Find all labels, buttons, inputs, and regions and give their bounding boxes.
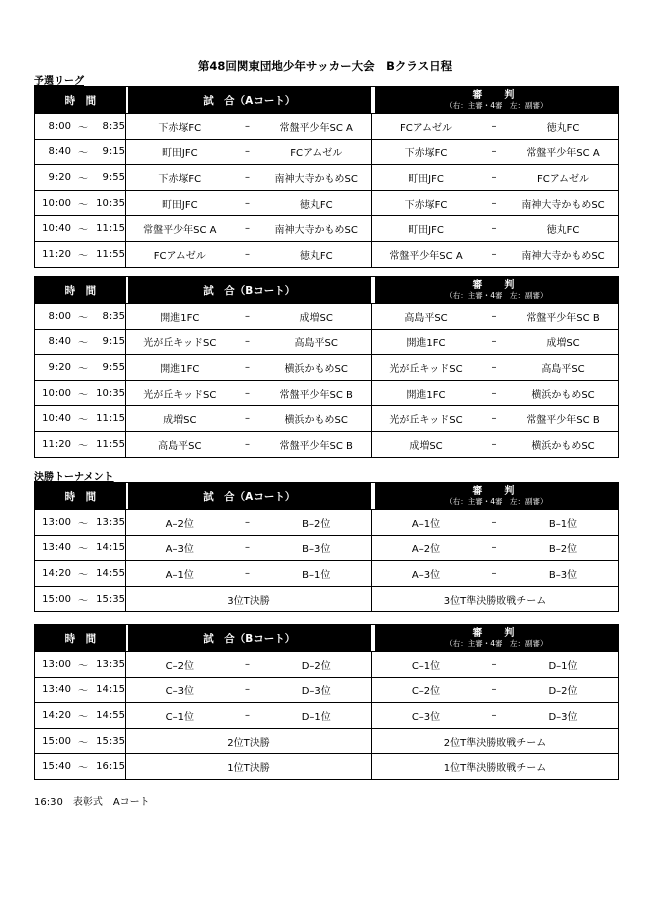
time-separator: 〜 [78, 199, 88, 211]
referee-header-note: （右：主審・4審 左：副審） [445, 100, 548, 110]
away-team: D–2位 [301, 660, 331, 672]
time-separator: 〜 [78, 544, 88, 556]
referee-cell [372, 191, 618, 216]
referee-dash: – [491, 684, 497, 696]
time-separator: 〜 [78, 338, 88, 350]
referee-cell [372, 330, 618, 355]
main-referee-team: 常盤平少年SC B [526, 312, 600, 324]
time-cell [35, 242, 126, 267]
away-team: D–3位 [301, 686, 331, 698]
referee-dash: – [491, 248, 497, 260]
end-time: 9:55 [102, 171, 125, 183]
main-referee-team: 常盤平少年SC B [526, 415, 600, 427]
time-cell [35, 432, 126, 457]
versus-dash: – [245, 542, 250, 554]
away-team: D–1位 [301, 711, 331, 723]
time-separator: 〜 [78, 686, 88, 698]
time-separator: 〜 [78, 440, 88, 452]
match-cell [126, 561, 372, 586]
assistant-referee-team: 町田JFC [408, 173, 444, 185]
schedule-table-final-a [34, 482, 619, 612]
referee-cell [372, 242, 618, 267]
main-referee-team: D–1位 [548, 660, 578, 672]
start-time: 14:20 [42, 567, 71, 579]
versus-dash: – [245, 438, 250, 450]
start-time: 13:40 [42, 684, 71, 696]
match-cell [126, 355, 372, 380]
table-header [35, 277, 618, 303]
time-cell [35, 140, 126, 165]
main-referee-team: 成増SC [546, 338, 580, 350]
home-team: 開進1FC [160, 363, 200, 375]
referee-dash: – [491, 542, 497, 554]
referee-cell [372, 381, 618, 406]
referee-dash: – [491, 197, 497, 209]
referee-dash: – [491, 567, 497, 579]
referee-header-note: （右：主審・4審 左：副審） [445, 290, 548, 300]
referee-cell [372, 703, 618, 728]
time-separator: 〜 [78, 660, 88, 672]
assistant-referee-team: 町田JFC [408, 225, 444, 237]
end-time: 13:35 [96, 516, 125, 528]
home-team: A–3位 [165, 544, 194, 556]
start-time: 8:40 [48, 146, 71, 158]
time-cell [35, 754, 126, 779]
away-team: 高島平SC [294, 338, 338, 350]
away-team: 常盤平少年SC B [279, 389, 353, 401]
start-time: 15:00 [42, 593, 71, 605]
time-separator: 〜 [78, 737, 88, 749]
away-team: 徳丸FC [299, 199, 333, 211]
main-referee-team: B–3位 [548, 569, 578, 581]
assistant-referee-team: 開進1FC [406, 389, 446, 401]
referee-dash: – [491, 223, 497, 235]
main-referee-team: 横浜かもめSC [531, 389, 595, 401]
match-cell [126, 381, 372, 406]
home-team: C–2位 [165, 660, 194, 672]
match-column-header: 試 合（Bコート） [128, 625, 371, 651]
versus-dash: – [245, 567, 250, 579]
start-time: 8:40 [48, 336, 71, 348]
versus-dash: – [245, 120, 250, 132]
referee-cell [372, 536, 618, 561]
table-row [35, 380, 618, 406]
home-team: 高島平SC [158, 440, 202, 452]
table-row [35, 560, 618, 586]
schedule-table-prelim-a [34, 86, 619, 268]
assistant-referee-team: 開進1FC [406, 338, 446, 350]
referee-dash: – [491, 516, 497, 528]
versus-dash: – [245, 361, 250, 373]
match-column-header: 試 合（Aコート） [128, 483, 371, 509]
away-team: 南神大寺かもめSC [274, 225, 358, 237]
away-team: B–2位 [302, 518, 331, 530]
table-row [35, 753, 618, 779]
versus-dash: – [245, 658, 250, 670]
time-cell [35, 652, 126, 677]
time-separator: 〜 [78, 569, 88, 581]
versus-dash: – [245, 171, 250, 183]
match-column-header: 試 合（Bコート） [128, 277, 371, 303]
home-team: A–1位 [165, 569, 194, 581]
home-team: 成増SC [163, 415, 197, 427]
schedule-table-final-b [34, 624, 619, 780]
match-cell [126, 304, 372, 329]
versus-dash: – [245, 387, 250, 399]
end-time: 9:15 [102, 336, 125, 348]
time-separator: 〜 [78, 122, 88, 134]
time-separator: 〜 [78, 148, 88, 160]
home-team: FCアムゼル [153, 250, 206, 262]
referee-header-note: （右：主審・4審 左：副審） [445, 638, 548, 648]
end-time: 10:35 [96, 197, 125, 209]
start-time: 11:20 [42, 438, 71, 450]
referee-cell [372, 304, 618, 329]
time-column-header: 時 間 [35, 483, 126, 509]
referee-header-title: 審 判 [472, 627, 521, 639]
match-cell [126, 536, 372, 561]
time-cell [35, 587, 126, 612]
assistant-referee-team: A–1位 [411, 518, 441, 530]
referee-cell [372, 216, 618, 241]
main-referee-team: D–3位 [548, 711, 578, 723]
start-time: 15:00 [42, 735, 71, 747]
versus-dash: – [245, 516, 250, 528]
home-team: 常盤平少年SC A [143, 225, 217, 237]
referee-cell [372, 355, 618, 380]
end-time: 11:55 [96, 438, 125, 450]
referee-column-header [375, 483, 618, 509]
table-row [35, 329, 618, 355]
assistant-referee-team: A–3位 [411, 569, 441, 581]
main-referee-team: 南神大寺かもめSC [521, 250, 605, 262]
time-cell [35, 406, 126, 431]
time-separator: 〜 [78, 711, 88, 723]
end-time: 11:15 [96, 223, 125, 235]
table-row [35, 303, 618, 329]
main-referee-team: 横浜かもめSC [531, 440, 595, 452]
schedule-table-prelim-b [34, 276, 619, 458]
away-team: FCアムゼル [290, 148, 343, 160]
time-separator: 〜 [78, 763, 88, 775]
end-time: 15:35 [96, 735, 125, 747]
time-cell [35, 536, 126, 561]
time-cell [35, 729, 126, 754]
versus-dash: – [245, 310, 250, 322]
match-cell [126, 242, 372, 267]
table-row [35, 702, 618, 728]
match-cell [126, 330, 372, 355]
referee-dash: – [491, 361, 497, 373]
match-cell [126, 165, 372, 190]
time-separator: 〜 [78, 415, 88, 427]
table-row [35, 241, 618, 267]
end-time: 13:35 [96, 658, 125, 670]
home-team: 下赤塚FC [158, 173, 202, 185]
match-description: 2位T決勝 [227, 737, 270, 749]
match-cell [126, 754, 372, 779]
end-time: 15:35 [96, 593, 125, 605]
assistant-referee-team: FCアムゼル [399, 122, 453, 134]
match-cell [126, 652, 372, 677]
table-row [35, 113, 618, 139]
table-row [35, 728, 618, 754]
assistant-referee-team: 常盤平少年SC A [389, 250, 463, 262]
time-column-header: 時 間 [35, 625, 126, 651]
end-time: 14:15 [96, 684, 125, 696]
away-team: 徳丸FC [299, 250, 333, 262]
referee-dash: – [491, 336, 497, 348]
referee-cell [372, 729, 618, 754]
match-cell [126, 510, 372, 535]
main-referee-team: 常盤平少年SC A [526, 148, 600, 160]
referee-cell [372, 510, 618, 535]
away-team: B–3位 [302, 544, 331, 556]
referee-description: 1位T準決勝敗戦チーム [443, 763, 547, 775]
match-cell [126, 216, 372, 241]
section-label-tournament: 決勝トーナメント [34, 472, 114, 483]
match-description: 1位T決勝 [227, 763, 270, 775]
main-referee-team: D–2位 [548, 686, 578, 698]
assistant-referee-team: A–2位 [411, 544, 441, 556]
start-time: 13:00 [42, 658, 71, 670]
main-referee-team: 徳丸FC [546, 225, 580, 237]
home-team: 光が丘キッドSC [143, 389, 217, 401]
assistant-referee-team: 高島平SC [404, 312, 448, 324]
referee-cell [372, 652, 618, 677]
assistant-referee-team: 下赤塚FC [404, 148, 448, 160]
away-team: B–1位 [302, 569, 331, 581]
table-header [35, 483, 618, 509]
start-time: 8:00 [48, 310, 71, 322]
main-referee-team: B–2位 [548, 544, 578, 556]
home-team: 光が丘キッドSC [143, 338, 217, 350]
assistant-referee-team: 光が丘キッドSC [389, 363, 463, 375]
end-time: 14:15 [96, 542, 125, 554]
start-time: 10:00 [42, 197, 71, 209]
referee-header-title: 審 判 [472, 279, 521, 291]
versus-dash: – [245, 709, 250, 721]
referee-dash: – [491, 120, 497, 132]
match-cell [126, 729, 372, 754]
time-cell [35, 561, 126, 586]
start-time: 11:20 [42, 248, 71, 260]
time-separator: 〜 [78, 595, 88, 607]
end-time: 16:15 [96, 761, 125, 773]
ceremony-note: 16:30 表彰式 Aコート [34, 797, 150, 808]
table-row [35, 677, 618, 703]
away-team: 常盤平少年SC B [279, 440, 353, 452]
start-time: 9:20 [48, 171, 71, 183]
main-referee-team: B–1位 [548, 518, 578, 530]
away-team: 成増SC [299, 312, 333, 324]
start-time: 9:20 [48, 361, 71, 373]
home-team: 町田JFC [161, 199, 198, 211]
start-time: 8:00 [48, 120, 71, 132]
assistant-referee-team: 下赤塚FC [404, 199, 448, 211]
referee-dash: – [491, 387, 497, 399]
table-row [35, 535, 618, 561]
page-title: 第48回関東団地少年サッカー大会 Bクラス日程 [197, 59, 453, 73]
table-row [35, 190, 618, 216]
match-cell [126, 191, 372, 216]
versus-dash: – [245, 336, 250, 348]
assistant-referee-team: C–2位 [411, 686, 441, 698]
referee-cell [372, 140, 618, 165]
match-cell [126, 406, 372, 431]
start-time: 14:20 [42, 709, 71, 721]
time-column-header: 時 間 [35, 277, 126, 303]
start-time: 10:40 [42, 223, 71, 235]
home-team: C–3位 [165, 686, 194, 698]
start-time: 13:00 [42, 516, 71, 528]
main-referee-team: 高島平SC [541, 363, 585, 375]
versus-dash: – [245, 248, 250, 260]
end-time: 8:35 [102, 120, 125, 132]
match-cell [126, 114, 372, 139]
start-time: 13:40 [42, 542, 71, 554]
referee-cell [372, 406, 618, 431]
end-time: 14:55 [96, 567, 125, 579]
start-time: 15:40 [42, 761, 71, 773]
table-row [35, 651, 618, 677]
time-separator: 〜 [78, 312, 88, 324]
referee-column-header [375, 277, 618, 303]
time-cell [35, 381, 126, 406]
time-cell [35, 355, 126, 380]
end-time: 11:55 [96, 248, 125, 260]
referee-dash: – [491, 413, 497, 425]
time-separator: 〜 [78, 363, 88, 375]
assistant-referee-team: 光が丘キッドSC [389, 415, 463, 427]
referee-header-title: 審 判 [472, 89, 521, 101]
table-header [35, 625, 618, 651]
table-row [35, 215, 618, 241]
time-separator: 〜 [78, 225, 88, 237]
referee-header-title: 審 判 [472, 485, 521, 497]
table-row [35, 431, 618, 457]
referee-dash: – [491, 438, 497, 450]
assistant-referee-team: C–3位 [411, 711, 441, 723]
main-referee-team: FCアムゼル [536, 173, 590, 185]
table-row [35, 405, 618, 431]
referee-dash: – [491, 658, 497, 670]
end-time: 9:15 [102, 146, 125, 158]
time-cell [35, 165, 126, 190]
referee-description: 3位T準決勝敗戦チーム [443, 595, 547, 607]
time-cell [35, 191, 126, 216]
end-time: 11:15 [96, 413, 125, 425]
time-cell [35, 678, 126, 703]
versus-dash: – [245, 223, 250, 235]
time-cell [35, 216, 126, 241]
referee-header-note: （右：主審・4審 左：副審） [445, 496, 548, 506]
versus-dash: – [245, 413, 250, 425]
time-cell [35, 114, 126, 139]
referee-cell [372, 678, 618, 703]
table-row [35, 354, 618, 380]
match-cell [126, 140, 372, 165]
match-cell [126, 678, 372, 703]
start-time: 10:40 [42, 413, 71, 425]
referee-description: 2位T準決勝敗戦チーム [443, 737, 547, 749]
match-description: 3位T決勝 [227, 595, 270, 607]
referee-column-header [375, 625, 618, 651]
table-row [35, 586, 618, 612]
home-team: 町田JFC [161, 148, 198, 160]
away-team: 南神大寺かもめSC [274, 173, 358, 185]
table-row [35, 509, 618, 535]
versus-dash: – [245, 684, 250, 696]
match-cell [126, 703, 372, 728]
referee-cell [372, 587, 618, 612]
away-team: 横浜かもめSC [284, 415, 348, 427]
away-team: 横浜かもめSC [284, 363, 348, 375]
referee-cell [372, 432, 618, 457]
time-separator: 〜 [78, 250, 88, 262]
home-team: 開進1FC [160, 312, 200, 324]
main-referee-team: 徳丸FC [546, 122, 580, 134]
time-separator: 〜 [78, 518, 88, 530]
home-team: A–2位 [165, 518, 194, 530]
time-cell [35, 304, 126, 329]
end-time: 9:55 [102, 361, 125, 373]
referee-cell [372, 754, 618, 779]
section-label-preliminary: 予選リーグ [34, 76, 84, 87]
end-time: 14:55 [96, 709, 125, 721]
match-column-header: 試 合（Aコート） [128, 87, 371, 113]
assistant-referee-team: C–1位 [411, 660, 441, 672]
time-separator: 〜 [78, 173, 88, 185]
start-time: 10:00 [42, 387, 71, 399]
referee-dash: – [491, 146, 497, 158]
referee-dash: – [491, 171, 497, 183]
time-cell [35, 330, 126, 355]
time-cell [35, 703, 126, 728]
end-time: 10:35 [96, 387, 125, 399]
time-column-header: 時 間 [35, 87, 126, 113]
referee-cell [372, 561, 618, 586]
time-separator: 〜 [78, 389, 88, 401]
referee-cell [372, 114, 618, 139]
table-row [35, 164, 618, 190]
versus-dash: – [245, 146, 250, 158]
end-time: 8:35 [102, 310, 125, 322]
table-header [35, 87, 618, 113]
main-referee-team: 南神大寺かもめSC [521, 199, 605, 211]
match-cell [126, 432, 372, 457]
time-cell [35, 510, 126, 535]
home-team: C–1位 [165, 711, 194, 723]
referee-cell [372, 165, 618, 190]
match-cell [126, 587, 372, 612]
referee-column-header [375, 87, 618, 113]
away-team: 常盤平少年SC A [279, 122, 353, 134]
table-row [35, 139, 618, 165]
versus-dash: – [245, 197, 250, 209]
home-team: 下赤塚FC [158, 122, 202, 134]
referee-dash: – [491, 709, 497, 721]
referee-dash: – [491, 310, 497, 322]
assistant-referee-team: 成増SC [409, 440, 443, 452]
